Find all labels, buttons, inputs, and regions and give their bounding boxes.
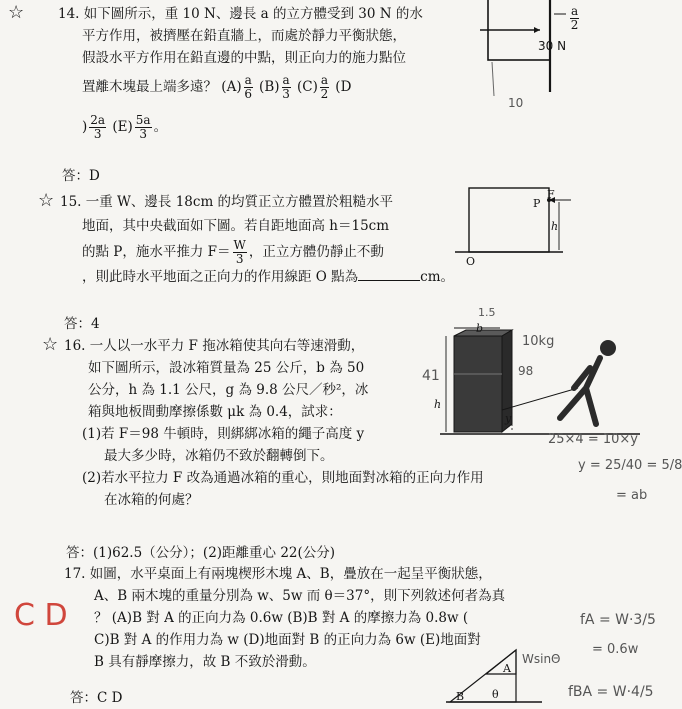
pencil-note: 41 <box>422 368 440 384</box>
q16-line-7: (2)若水平拉力 F 改為通過冰箱的重心，則地面對冰箱的正向力作用 <box>82 470 484 486</box>
fraction-e: $\frac{5a}{3}$ <box>135 113 151 141</box>
force-label: 30 N <box>538 39 567 53</box>
pencil-note: 1.5 <box>478 306 496 319</box>
label-b: b <box>476 322 484 335</box>
pencil-note: fBA = W·4/5 <box>568 684 654 700</box>
q17-line-4: C)B 對 A 的作用力為 w (D)地面對 B 的正向力為 6w (E)地面對 <box>94 632 481 648</box>
q15-figure <box>455 182 585 262</box>
pencil-note: fA = W·3/5 <box>580 612 656 628</box>
q15-answer: 答：4 <box>64 316 100 332</box>
q16-line-4: 箱與地板間動摩擦係數 μk 為 0.4，試求： <box>88 404 342 420</box>
label-y: y <box>505 412 512 425</box>
q15-line-3: 的點 P，施水平推力 F＝ $\frac{W}{3}$ ，正立方體仍靜止不動 <box>82 238 384 266</box>
q15-line-1: 15. 一重 W、邊長 18cm 的均質正立方體置於粗糙水平 <box>60 194 394 210</box>
label-h: h <box>551 220 559 233</box>
pencil-note: 98 <box>518 364 534 378</box>
q17-line-2: A、B 兩木塊的重量分別為 w、5w 而 θ＝37°，則下列敘述何者為真 <box>94 588 506 604</box>
q14-line-3: 假設水平方作用在鉛直邊的中點，則正向力的施力點位 <box>82 50 406 66</box>
star-mark: ☆ <box>8 2 25 23</box>
fraction-b: $\frac{a}{3}$ <box>282 73 290 101</box>
person-head <box>600 340 616 356</box>
choice-c: (C) <box>296 79 318 95</box>
q16-answer: 答：(1)62.5（公分）；(2)距離重心 22(公分) <box>66 545 336 561</box>
q15-line-2: 地面，其中央截面如下圖。若自距地面高 h＝15cm <box>82 218 390 234</box>
pencil-note-10: 10 <box>508 96 524 110</box>
choice-a: (A) <box>221 79 242 95</box>
choice-b: (B) <box>259 79 280 95</box>
q16-line-3: 公分，h 為 1.1 公尺，g 為 9.8 公尺／秒²，冰 <box>88 382 369 398</box>
fraction-c: $\frac{a}{2}$ <box>320 73 329 101</box>
pencil-note: = ab <box>616 488 648 503</box>
pencil-note: = 0.6w <box>592 642 639 657</box>
q17-line-3: ？ (A)B 對 A 的正向力為 0.6w (B)B 對 A 的摩擦力為 0.8w ( <box>94 610 469 626</box>
choice-e: (E) <box>112 119 133 135</box>
answer-blank <box>358 268 420 281</box>
q16-line-1: 16. 一人以一水平力 F 拖冰箱使其向右等速滑動， <box>64 338 365 354</box>
q14-line-1: 14. 如下圖所示，重 10 N、邊長 a 的立方體受到 30 N 的水 <box>58 6 423 22</box>
fraction-w3: $\frac{W}{3}$ <box>233 238 246 266</box>
label-b: B <box>456 690 465 703</box>
q15-line-4: ，則此時水平地面之正向力的作用線距 O 點為 cm。 <box>82 269 455 285</box>
q16-line-5: (1)若 F＝98 牛頓時，則綁綁冰箱的繩子高度 y <box>82 426 365 442</box>
pencil-arrow <box>492 62 494 96</box>
q14-line-4 <box>82 72 351 102</box>
force-arrowhead <box>534 27 540 33</box>
fridge-body <box>454 336 502 432</box>
q16-line-8: 在冰箱的何處？ <box>104 492 199 508</box>
label-p: P <box>533 197 541 210</box>
q14-figure <box>470 0 570 110</box>
half-a-label: $\frac{a}{2}$ <box>570 4 579 32</box>
q17-answer: 答：C D <box>70 690 123 706</box>
label-a: A <box>503 662 511 675</box>
choice-d: (D <box>335 79 352 95</box>
q16-line-2: 如下圖所示，設冰箱質量為 25 公斤，b 為 50 <box>88 360 365 376</box>
q17-line-1: 17. 如圖，水平桌面上有兩塊楔形木塊 A、B，疊放在一起呈平衡狀態， <box>64 566 492 582</box>
label-f: F <box>547 188 555 201</box>
label-o: O <box>466 255 476 268</box>
pencil-note: 10kg <box>522 334 555 349</box>
pencil-note: y = 25/40 = 5/8 <box>578 458 682 473</box>
q17-line-5: B 具有靜摩擦力，故 B 不致於滑動。 <box>94 654 316 670</box>
label-h: h <box>434 398 442 411</box>
wedge-a <box>486 650 516 674</box>
pencil-note: WsinΘ <box>522 652 561 666</box>
q14-line-2: 平方作用，被擠壓在鉛直牆上，而處於靜力平衡狀態， <box>82 28 406 44</box>
red-answer-mark: C D <box>14 598 68 633</box>
q14-answer: 答：D <box>62 168 100 184</box>
fraction-d: $\frac{2a}{3}$ <box>90 113 106 141</box>
star-mark: ☆ <box>38 190 55 211</box>
star-mark: ☆ <box>42 334 59 355</box>
label-theta: θ <box>492 688 499 701</box>
q14-line-5: ) $\frac{2a}{3}$ (E) $\frac{5a}{3}$ 。 <box>82 113 168 141</box>
fraction-a: $\frac{a}{6}$ <box>244 73 252 101</box>
q16-line-6: 最大多少時，冰箱仍不致於翻轉倒下。 <box>104 448 334 464</box>
pencil-note: 25×4 = 10×y <box>548 432 638 447</box>
q14-line-4-text: 置離木塊最上端多遠？ <box>82 79 217 95</box>
